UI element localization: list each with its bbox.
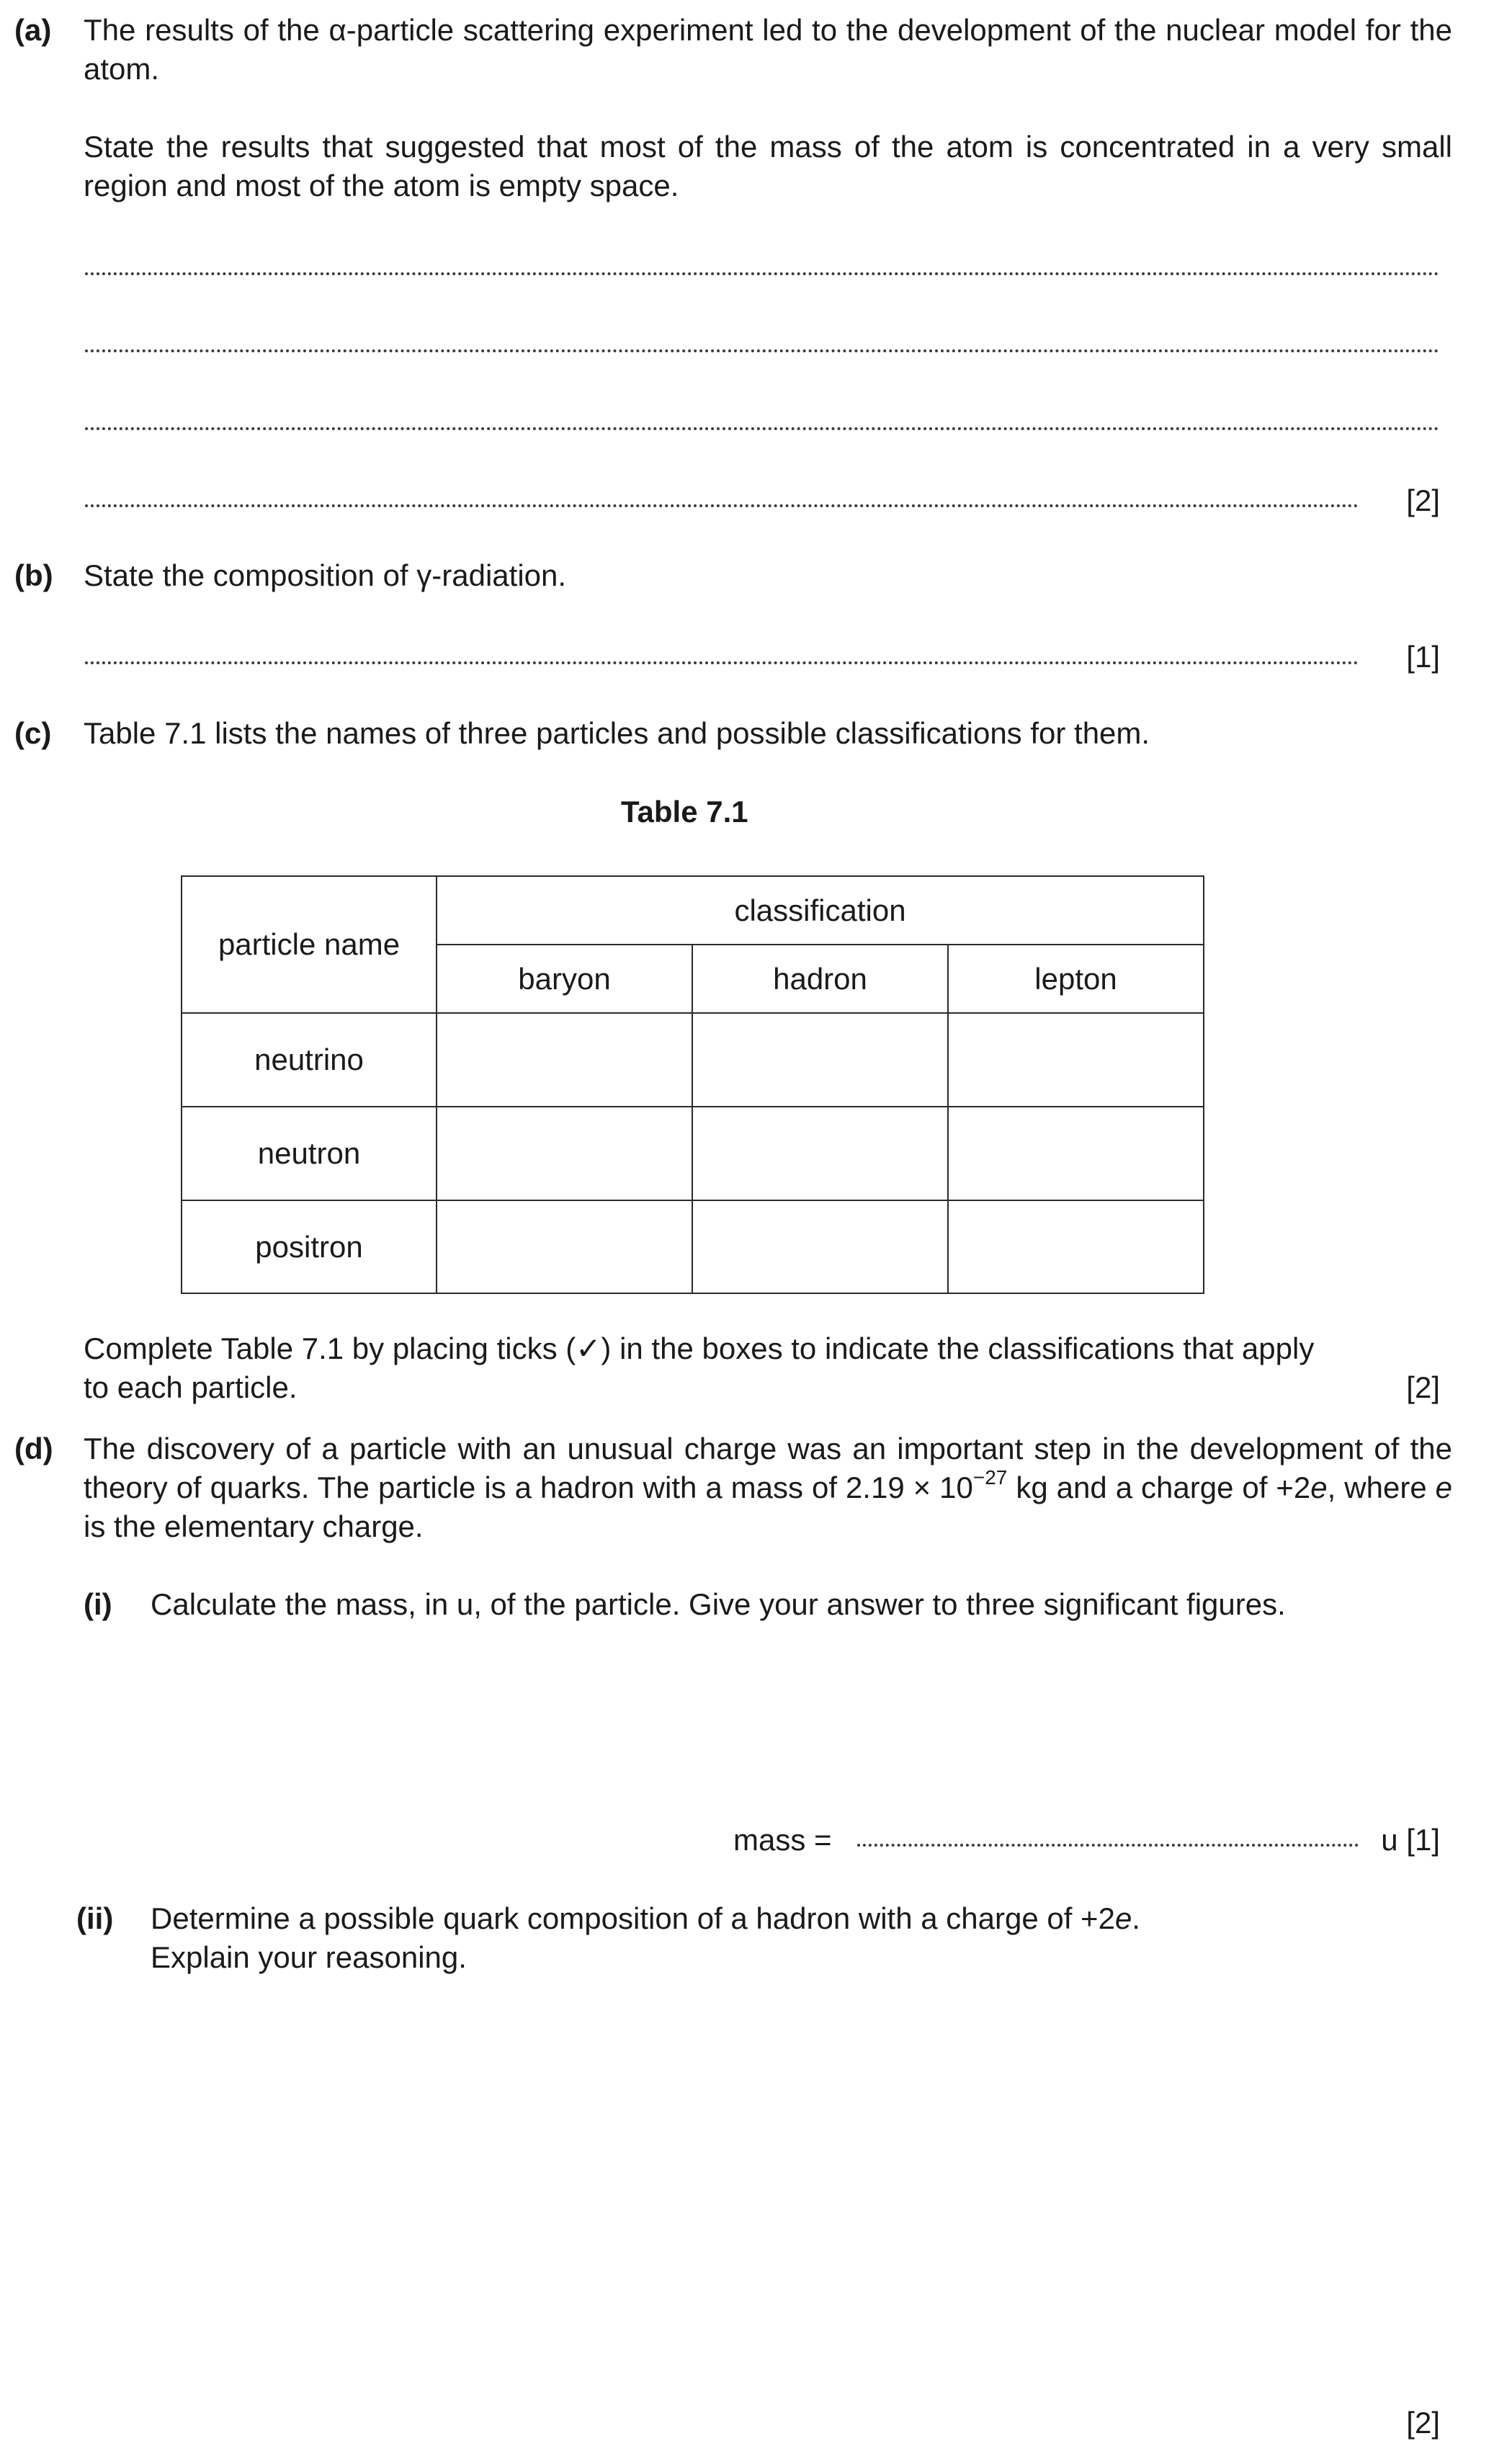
part-d-intro-text-3: , where — [1327, 1471, 1436, 1504]
cell-positron-hadron[interactable] — [692, 1200, 948, 1293]
part-d-i-label: (i) — [84, 1587, 112, 1621]
part-b-question: State the composition of γ-radiation. — [84, 558, 567, 592]
part-d-ii-text: Determine a possible quark composition of a hadron with a charge of +2 — [151, 1901, 1115, 1935]
part-d-intro-text-1: The discovery of a particle with an unusual charge was an important step in the development of the theory of quarks. The particle is a hadron with a mass of 2.19 × 10 — [84, 1432, 1452, 1504]
part-d-ii-text-end: . — [1132, 1901, 1140, 1935]
row-neutrino-name: neutrino — [182, 1013, 437, 1107]
answer-line-a-3[interactable] — [85, 427, 1439, 430]
header-classification: classification — [437, 876, 1204, 945]
part-d-intro-text-2: kg and a charge of +2 — [1007, 1471, 1311, 1504]
part-d-exponent: −27 — [972, 1466, 1008, 1489]
part-d-ii-question — [151, 1899, 1140, 1938]
part-d-ii-marks: [2] — [1406, 2406, 1440, 2440]
part-a-question: State the results that suggested that most of the mass of the atom is concentrated in a very small region and most of the atom is empty space. — [84, 130, 1452, 202]
cell-neutron-lepton[interactable] — [948, 1107, 1204, 1200]
part-d-ii-e-symbol: e — [1114, 1901, 1132, 1935]
part-d-ii-answer-space[interactable] — [84, 1996, 1438, 2399]
header-lepton: lepton — [948, 945, 1204, 1013]
part-d-ii-instruction: Explain your reasoning. — [151, 1940, 467, 1974]
part-b-label: (b) — [14, 558, 53, 592]
row-positron-name: positron — [182, 1200, 437, 1293]
header-baryon: baryon — [437, 945, 692, 1013]
row-neutron-name: neutron — [182, 1107, 437, 1200]
part-d-intro — [84, 1429, 1452, 1546]
answer-line-a-1[interactable] — [85, 272, 1439, 275]
cell-positron-baryon[interactable] — [437, 1200, 692, 1293]
cell-neutrino-hadron[interactable] — [692, 1013, 948, 1107]
part-c-marks: [2] — [1406, 1370, 1440, 1404]
cell-positron-lepton[interactable] — [948, 1200, 1204, 1293]
cell-neutron-hadron[interactable] — [692, 1107, 948, 1200]
table-title: Table 7.1 — [621, 795, 748, 829]
part-c-instruction: Complete Table 7.1 by placing ticks (✓) in the boxes to indicate the classifications that apply to each particle. — [84, 1331, 1315, 1404]
answer-line-a-2[interactable] — [85, 349, 1439, 352]
part-a-marks: [2] — [1406, 483, 1440, 517]
part-c-question: Table 7.1 lists the names of three particles and possible classifications for them. — [84, 716, 1150, 750]
part-d-e-symbol-2: e — [1435, 1471, 1453, 1504]
mass-answer-line[interactable] — [857, 1844, 1359, 1847]
part-d-ii-label: (ii) — [76, 1901, 114, 1935]
cell-neutrino-lepton[interactable] — [948, 1013, 1204, 1107]
header-hadron: hadron — [692, 945, 948, 1013]
answer-line-b[interactable] — [85, 661, 1359, 664]
cell-neutron-baryon[interactable] — [437, 1107, 692, 1200]
cell-neutrino-baryon[interactable] — [437, 1013, 692, 1107]
answer-line-a-4[interactable] — [85, 504, 1359, 507]
header-particle-name: particle name — [182, 876, 437, 1013]
part-d-intro-text-4: is the elementary charge. — [84, 1509, 424, 1543]
mass-answer-suffix: u [1] — [1381, 1823, 1440, 1857]
part-b-marks: [1] — [1406, 640, 1440, 674]
part-d-i-question: Calculate the mass, in u, of the particle. Give your answer to three significant figures. — [151, 1587, 1286, 1621]
part-a-intro: The results of the α-particle scattering experiment led to the development of the nuclear model for the atom. — [84, 13, 1452, 86]
mass-answer-prefix: mass = — [733, 1823, 832, 1857]
part-d-label: (d) — [14, 1432, 53, 1465]
classification-table — [181, 875, 1204, 1294]
part-a-label: (a) — [14, 13, 52, 47]
part-c-label: (c) — [14, 716, 52, 750]
part-d-e-symbol-1: e — [1310, 1471, 1328, 1504]
